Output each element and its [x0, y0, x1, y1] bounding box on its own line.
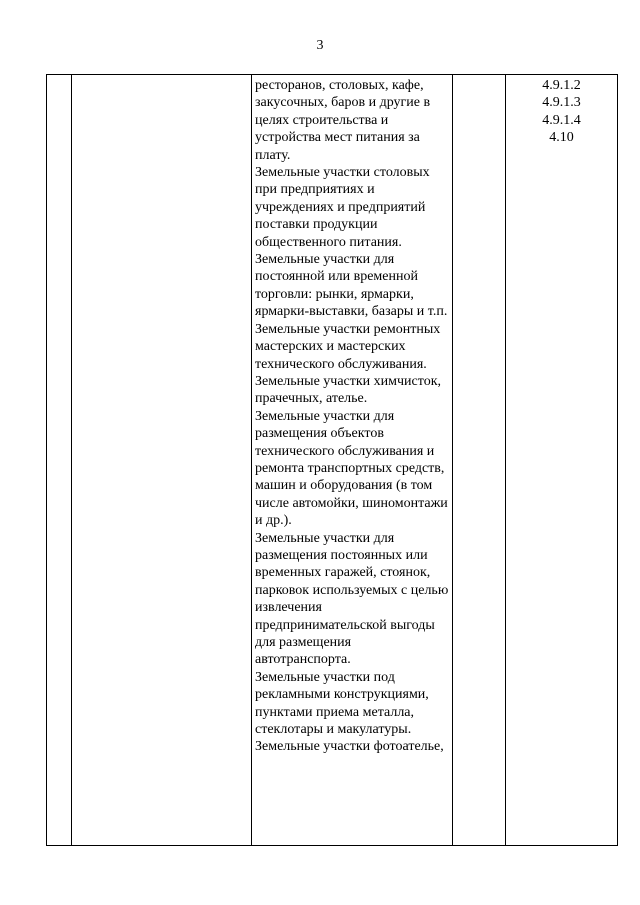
list-item: Земельные участки для размещения постоянных или временных гаражей, стоянок, парковок используемых с целью извлечения предпринимательской выгоды для размещения автотранспорта. — [255, 530, 449, 668]
list-item: Земельные участки для размещения объектов технического обслуживания и ремонта транспортных средств, машин и оборудования (в том числе автомойки, шиномонтажи и др.). — [255, 408, 448, 529]
code-item: 4.10 — [549, 130, 574, 146]
list-item: Земельные участки фотоателье, — [255, 739, 444, 755]
code-list — [506, 75, 617, 147]
list-item: Земельные участки столовых при предприятиях и учреждениях и предприятий поставки продукции общественного питания. — [255, 165, 430, 250]
table-cell-empty — [453, 75, 506, 846]
table-cell-usage — [252, 75, 453, 846]
table-cell-codes — [506, 75, 618, 846]
usage-list — [252, 75, 452, 756]
code-item: 4.9.1.4 — [542, 112, 581, 128]
list-item: Земельные участки ремонтных мастерских и мастерских технического обслуживания. — [255, 321, 441, 372]
list-item: Земельные участки химчисток, прачечных, ателье. — [255, 373, 441, 407]
document-table — [46, 74, 618, 846]
table-row — [47, 75, 618, 846]
table-cell-number — [47, 75, 72, 846]
page-number: 3 — [316, 38, 324, 53]
list-item: Земельные участки под рекламными конструкциями, пунктами приема металла, стеклотары и макулатуры. — [255, 669, 429, 738]
code-item: 4.9.1.3 — [542, 95, 581, 111]
code-item: 4.9.1.2 — [542, 78, 581, 93]
table-cell-zone — [72, 75, 252, 846]
list-item: ресторанов, столовых, кафе, закусочных, баров и другие в целях строительства и устройства мест питания за плату. — [255, 78, 431, 163]
list-item: Земельные участки для постоянной или временной торговли: рынки, ярмарки, ярмарки-выставки, базары и т.п. — [255, 252, 448, 320]
